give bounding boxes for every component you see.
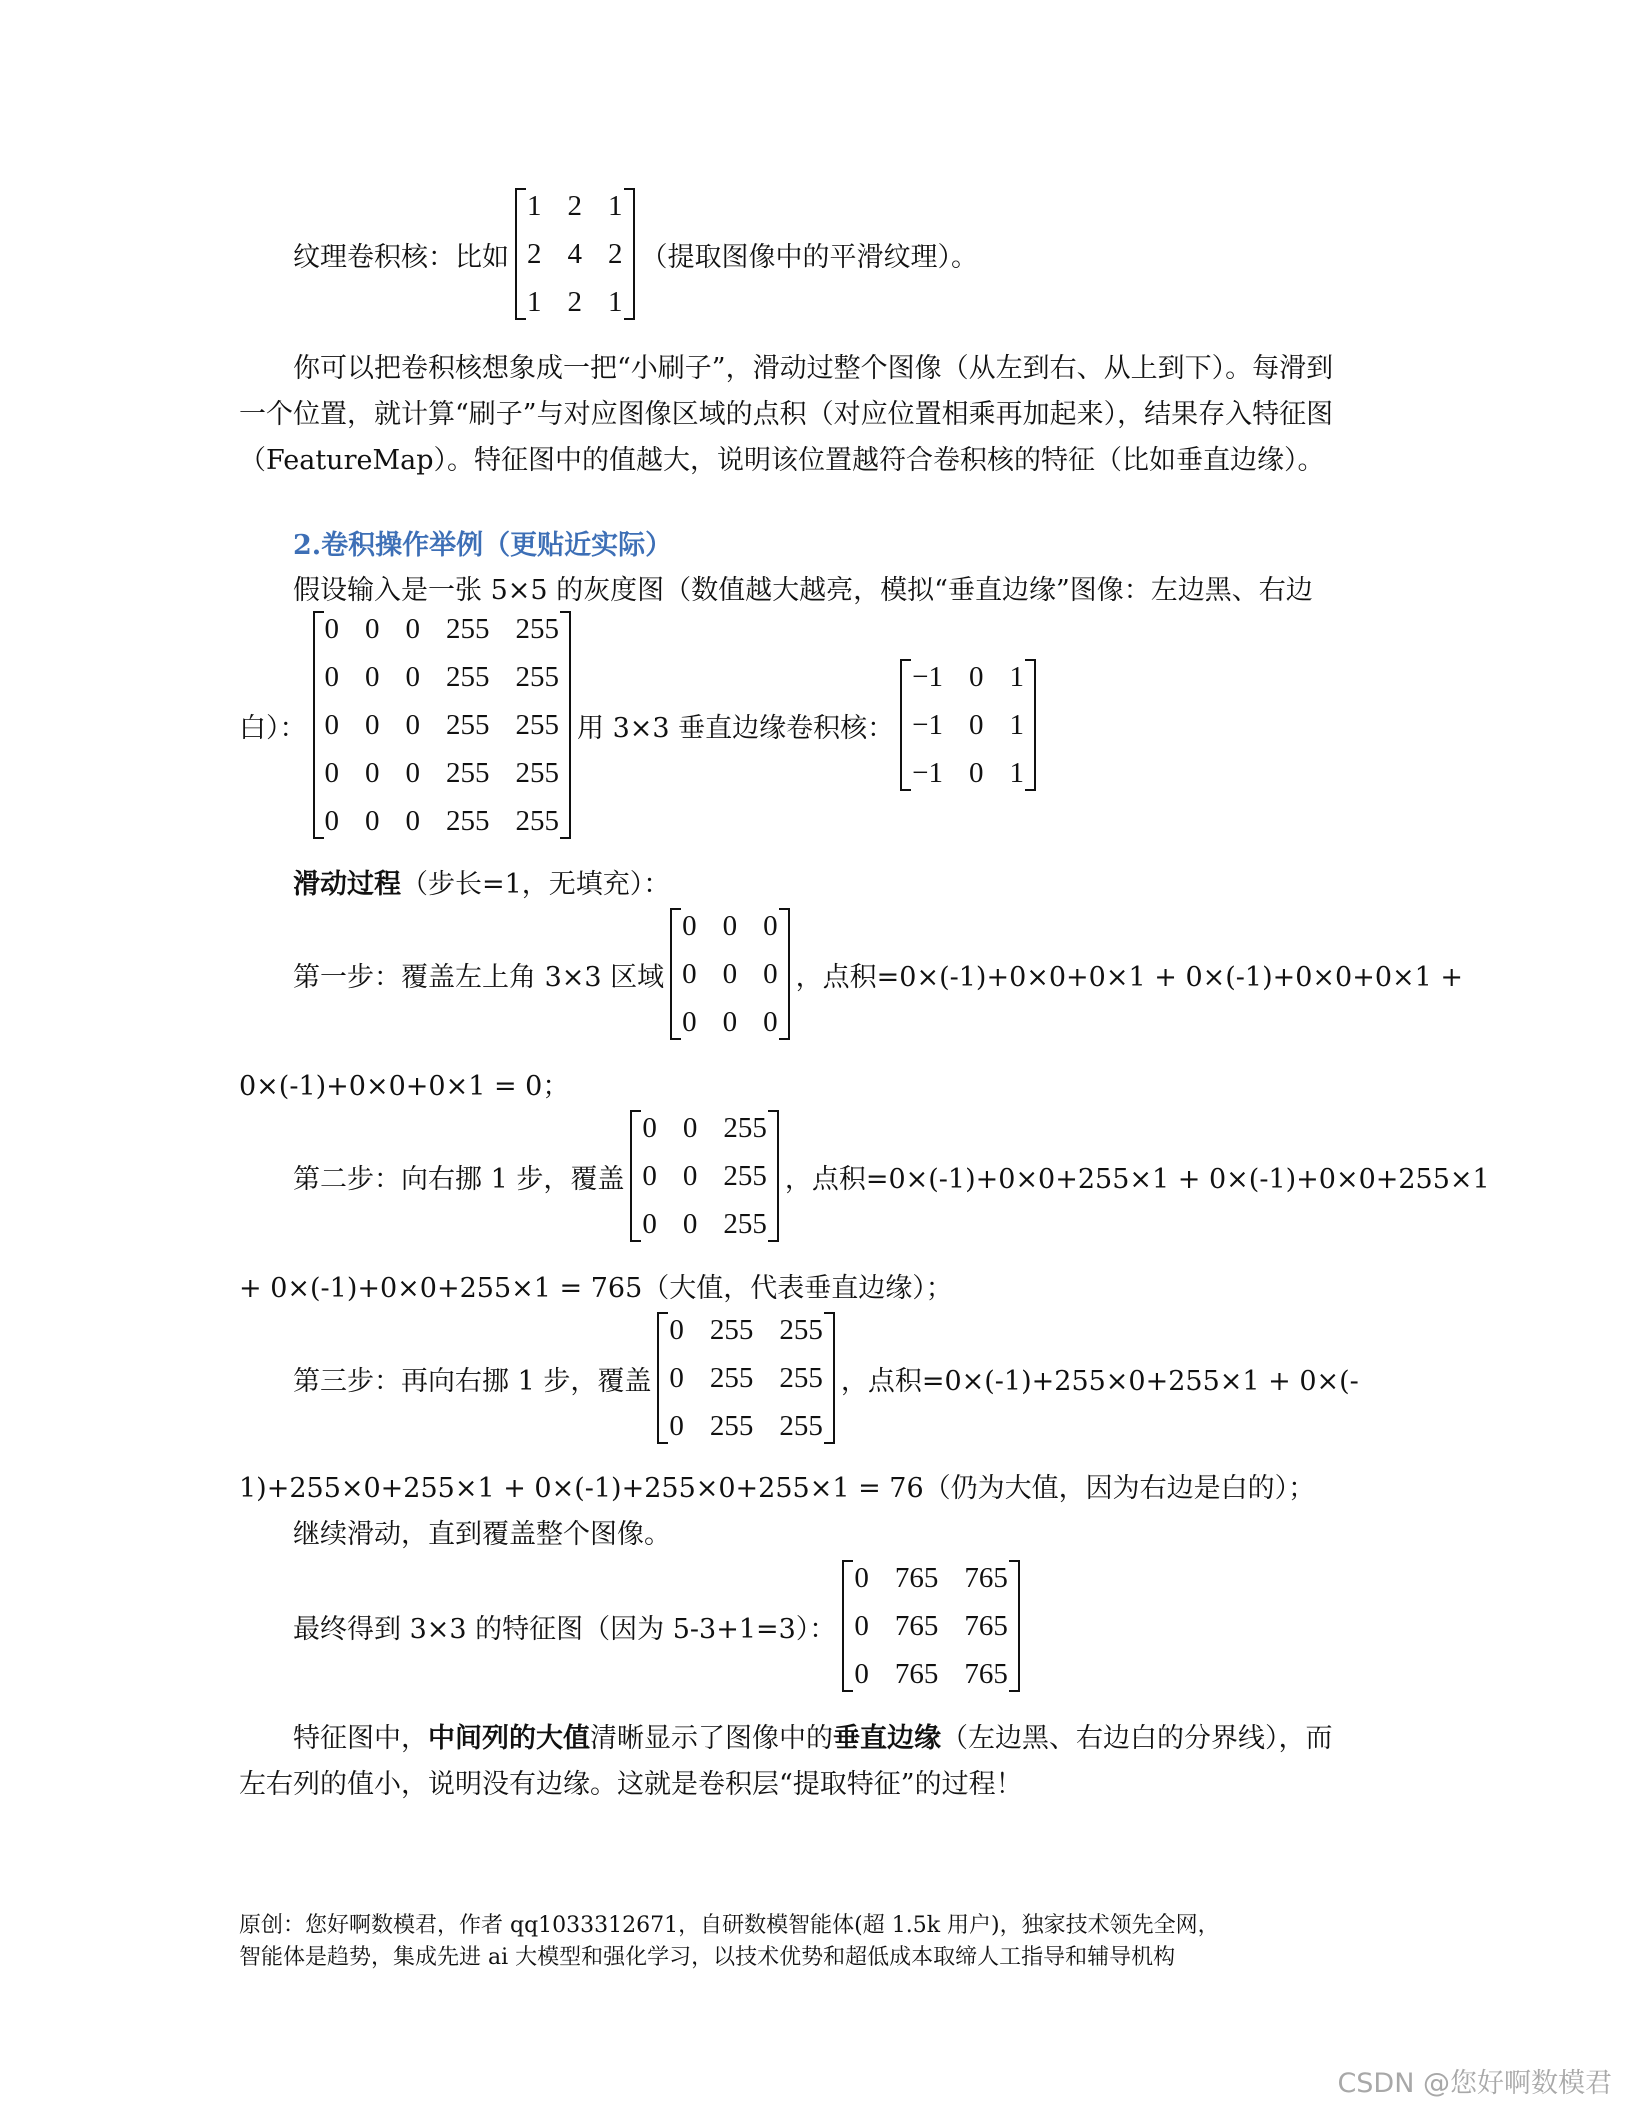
matrix-cell: 0 bbox=[642, 1208, 657, 1240]
matrix-cell: 1 bbox=[608, 286, 623, 318]
matrix-cell: 255 bbox=[446, 661, 490, 693]
matrix-cell: 1 bbox=[608, 190, 623, 222]
matrix-cell: 0 bbox=[722, 1006, 738, 1038]
conclusion-line2: 左右列的值小，说明没有边缘。这就是卷积层“提取特征”的过程！ bbox=[239, 1769, 1023, 1800]
matrix-cell: 0 bbox=[969, 661, 984, 693]
matrix-cell: 255 bbox=[446, 613, 490, 645]
step2-matrix bbox=[630, 1114, 779, 1238]
conclusion-part1: 特征图中， bbox=[293, 1723, 428, 1754]
matrix-cell: −1 bbox=[912, 709, 944, 741]
matrix-cell: 0 bbox=[969, 709, 984, 741]
matrix-cell: 765 bbox=[894, 1562, 939, 1594]
step3-continuation: 1)+255×0+255×1 + 0×(-1)+255×0+255×1 = 76（仍为大值，因为右边是白的）； bbox=[239, 1473, 1316, 1504]
step2-suffix: ，点积=0×(-1)+0×0+255×1 + 0×(-1)+0×0+255×1 bbox=[784, 1163, 1490, 1195]
matrix-cell: 0 bbox=[682, 1160, 698, 1192]
matrix-cell: 0 bbox=[722, 910, 738, 942]
matrix-cell: 0 bbox=[365, 661, 380, 693]
matrix-cell: 0 bbox=[669, 1314, 684, 1346]
matrix-cell: 255 bbox=[779, 1362, 823, 1394]
matrix-cell: 0 bbox=[682, 958, 697, 990]
matrix-cell: 0 bbox=[854, 1658, 869, 1690]
matrix-cell: 0 bbox=[324, 709, 339, 741]
sliding-process-line bbox=[293, 862, 670, 901]
step1-suffix: ，点积=0×(-1)+0×0+0×1 + 0×(-1)+0×0+0×1 + bbox=[795, 961, 1464, 993]
matrix-cell: 255 bbox=[446, 709, 490, 741]
matrix-cell: 2 bbox=[527, 238, 542, 270]
step3-prefix: 第三步：再向右挪 1 步，覆盖 bbox=[293, 1365, 652, 1397]
matrix-cell: 2 bbox=[567, 286, 582, 318]
brush-para-line3: （FeatureMap）。特征图中的值越大，说明该位置越符合卷积核的特征（比如垂直边缘）。 bbox=[239, 445, 1325, 476]
conclusion-bold2: 垂直边缘 bbox=[833, 1723, 941, 1754]
continue-text: 继续滑动，直到覆盖整个图像。 bbox=[293, 1519, 671, 1550]
matrix-cell: 0 bbox=[405, 757, 420, 789]
matrix-cell: 1 bbox=[527, 286, 542, 318]
matrix-cell: 255 bbox=[709, 1410, 754, 1442]
matrix-cell: 0 bbox=[854, 1562, 869, 1594]
matrix-cell: 0 bbox=[682, 910, 697, 942]
conclusion-part2: 清晰显示了图像中的 bbox=[590, 1723, 833, 1754]
matrix-cell: 0 bbox=[365, 805, 380, 837]
matrix-cell: 0 bbox=[324, 613, 339, 645]
matrix-cell: 0 bbox=[365, 709, 380, 741]
matrix-cell: 255 bbox=[515, 613, 559, 645]
conclusion-part3: （左边黑、右边白的分界线），而 bbox=[941, 1723, 1333, 1754]
matrix-cell: −1 bbox=[912, 661, 944, 693]
matrix-cell: 0 bbox=[365, 757, 380, 789]
matrix-cell: 0 bbox=[405, 613, 420, 645]
matrix-cell: 2 bbox=[567, 190, 582, 222]
csdn-watermark: CSDN @您好啊数模君 bbox=[1337, 2068, 1612, 2099]
matrix-cell: 255 bbox=[709, 1362, 754, 1394]
matrix-cell: 1 bbox=[1009, 709, 1025, 741]
matrix-cell: 255 bbox=[446, 757, 490, 789]
matrix-cell: 0 bbox=[763, 910, 778, 942]
matrix-cell: 255 bbox=[723, 1208, 767, 1240]
matrix-cell: 1 bbox=[527, 190, 542, 222]
matrix-cell: 255 bbox=[723, 1160, 767, 1192]
matrix-cell: 765 bbox=[964, 1610, 1008, 1642]
step3-line bbox=[293, 1316, 1359, 1440]
matrix-cell: 0 bbox=[669, 1410, 684, 1442]
matrix-cell: 0 bbox=[969, 757, 984, 789]
matrix-cell: 0 bbox=[405, 709, 420, 741]
step1-continuation: 0×(-1)+0×0+0×1 = 0； bbox=[239, 1071, 570, 1102]
matrix-cell: 255 bbox=[515, 757, 559, 789]
final-prefix: 最终得到 3×3 的特征图（因为 5-3+1=3）： bbox=[293, 1613, 837, 1645]
brush-para-line1: 你可以把卷积核想象成一把“小刷子”，滑动过整个图像（从左到右、从上到下）。每滑到 bbox=[293, 353, 1334, 384]
matrix-cell: 255 bbox=[515, 709, 559, 741]
brush-para-line2: 一个位置，就计算“刷子”与对应图像区域的点积（对应位置相乘再加起来），结果存入特征图 bbox=[239, 399, 1334, 430]
matrix-cell: 0 bbox=[405, 661, 420, 693]
texture-suffix: （提取图像中的平滑纹理）。 bbox=[640, 241, 978, 273]
footer-line1: 原创：您好啊数模君，作者 qq1033312671，自研数模智能体(超 1.5k 用户)，独家技术领先全网， bbox=[239, 1913, 1220, 1938]
matrix-cell: 1 bbox=[1009, 757, 1025, 789]
matrix-cell: 4 bbox=[567, 238, 582, 270]
final-line bbox=[293, 1564, 1026, 1688]
matrix-cell: 255 bbox=[515, 805, 559, 837]
matrix-cell: 0 bbox=[682, 1112, 698, 1144]
matrix-cell: 255 bbox=[779, 1314, 823, 1346]
step3-suffix: ，点积=0×(-1)+255×0+255×1 + 0×(- bbox=[840, 1365, 1359, 1397]
matrix-cell: 0 bbox=[722, 958, 738, 990]
matrix-cell: 2 bbox=[608, 238, 623, 270]
kernel-label: 用 3×3 垂直边缘卷积核： bbox=[577, 712, 895, 744]
section2-heading: 2.卷积操作举例（更贴近实际） bbox=[293, 530, 673, 561]
matrix-cell: 255 bbox=[515, 661, 559, 693]
matrix-cell: 255 bbox=[779, 1410, 823, 1442]
step2-prefix: 第二步：向右挪 1 步，覆盖 bbox=[293, 1163, 625, 1195]
step2-continuation: + 0×(-1)+0×0+255×1 = 765（大值，代表垂直边缘）； bbox=[239, 1273, 953, 1304]
matrix-cell: 0 bbox=[324, 805, 339, 837]
step2-line bbox=[293, 1114, 1490, 1238]
matrix-cell: 0 bbox=[365, 613, 380, 645]
example-line bbox=[239, 615, 1042, 835]
matrix-cell: 0 bbox=[682, 1006, 697, 1038]
matrix-cell: 0 bbox=[682, 1208, 698, 1240]
matrix-cell: 0 bbox=[763, 958, 778, 990]
matrix-cell: 765 bbox=[894, 1610, 939, 1642]
feature-map-matrix bbox=[842, 1564, 1020, 1688]
matrix-cell: 765 bbox=[894, 1658, 939, 1690]
matrix-cell: 1 bbox=[1009, 661, 1025, 693]
matrix-cell: 255 bbox=[446, 805, 490, 837]
matrix-cell: 0 bbox=[324, 661, 339, 693]
matrix-cell: 0 bbox=[763, 1006, 778, 1038]
step1-line bbox=[293, 912, 1463, 1036]
matrix-cell: 765 bbox=[964, 1562, 1008, 1594]
sliding-title: 滑动过程 bbox=[293, 869, 401, 900]
matrix-cell: 0 bbox=[669, 1362, 684, 1394]
matrix-cell: 0 bbox=[642, 1112, 657, 1144]
matrix-cell: 765 bbox=[964, 1658, 1008, 1690]
input-image-matrix bbox=[313, 615, 572, 835]
texture-prefix: 纹理卷积核：比如 bbox=[293, 241, 509, 273]
matrix-cell: 0 bbox=[642, 1160, 657, 1192]
sliding-note: （步长=1，无填充）： bbox=[401, 869, 671, 900]
vertical-edge-kernel-matrix bbox=[900, 663, 1036, 787]
texture-kernel-matrix bbox=[515, 192, 635, 316]
matrix-cell: 0 bbox=[405, 805, 420, 837]
step3-matrix bbox=[657, 1316, 835, 1440]
intro-prefix: 白）： bbox=[239, 712, 307, 744]
footer-line2: 智能体是趋势，集成先进 ai 大模型和强化学习，以技术优势和超低成本取缔人工指导和辅导机构 bbox=[239, 1945, 1176, 1970]
section2-intro-line1: 假设输入是一张 5×5 的灰度图（数值越大越亮，模拟“垂直边缘”图像：左边黑、右边 bbox=[293, 575, 1313, 606]
step1-prefix: 第一步：覆盖左上角 3×3 区域 bbox=[293, 961, 665, 993]
conclusion-bold1: 中间列的大值 bbox=[428, 1723, 590, 1754]
texture-kernel-line bbox=[293, 192, 978, 316]
matrix-cell: −1 bbox=[912, 757, 944, 789]
conclusion-line1 bbox=[293, 1716, 1333, 1755]
matrix-cell: 0 bbox=[854, 1610, 869, 1642]
matrix-cell: 255 bbox=[709, 1314, 754, 1346]
matrix-cell: 0 bbox=[324, 757, 339, 789]
matrix-cell: 255 bbox=[723, 1112, 767, 1144]
step1-matrix bbox=[670, 912, 790, 1036]
